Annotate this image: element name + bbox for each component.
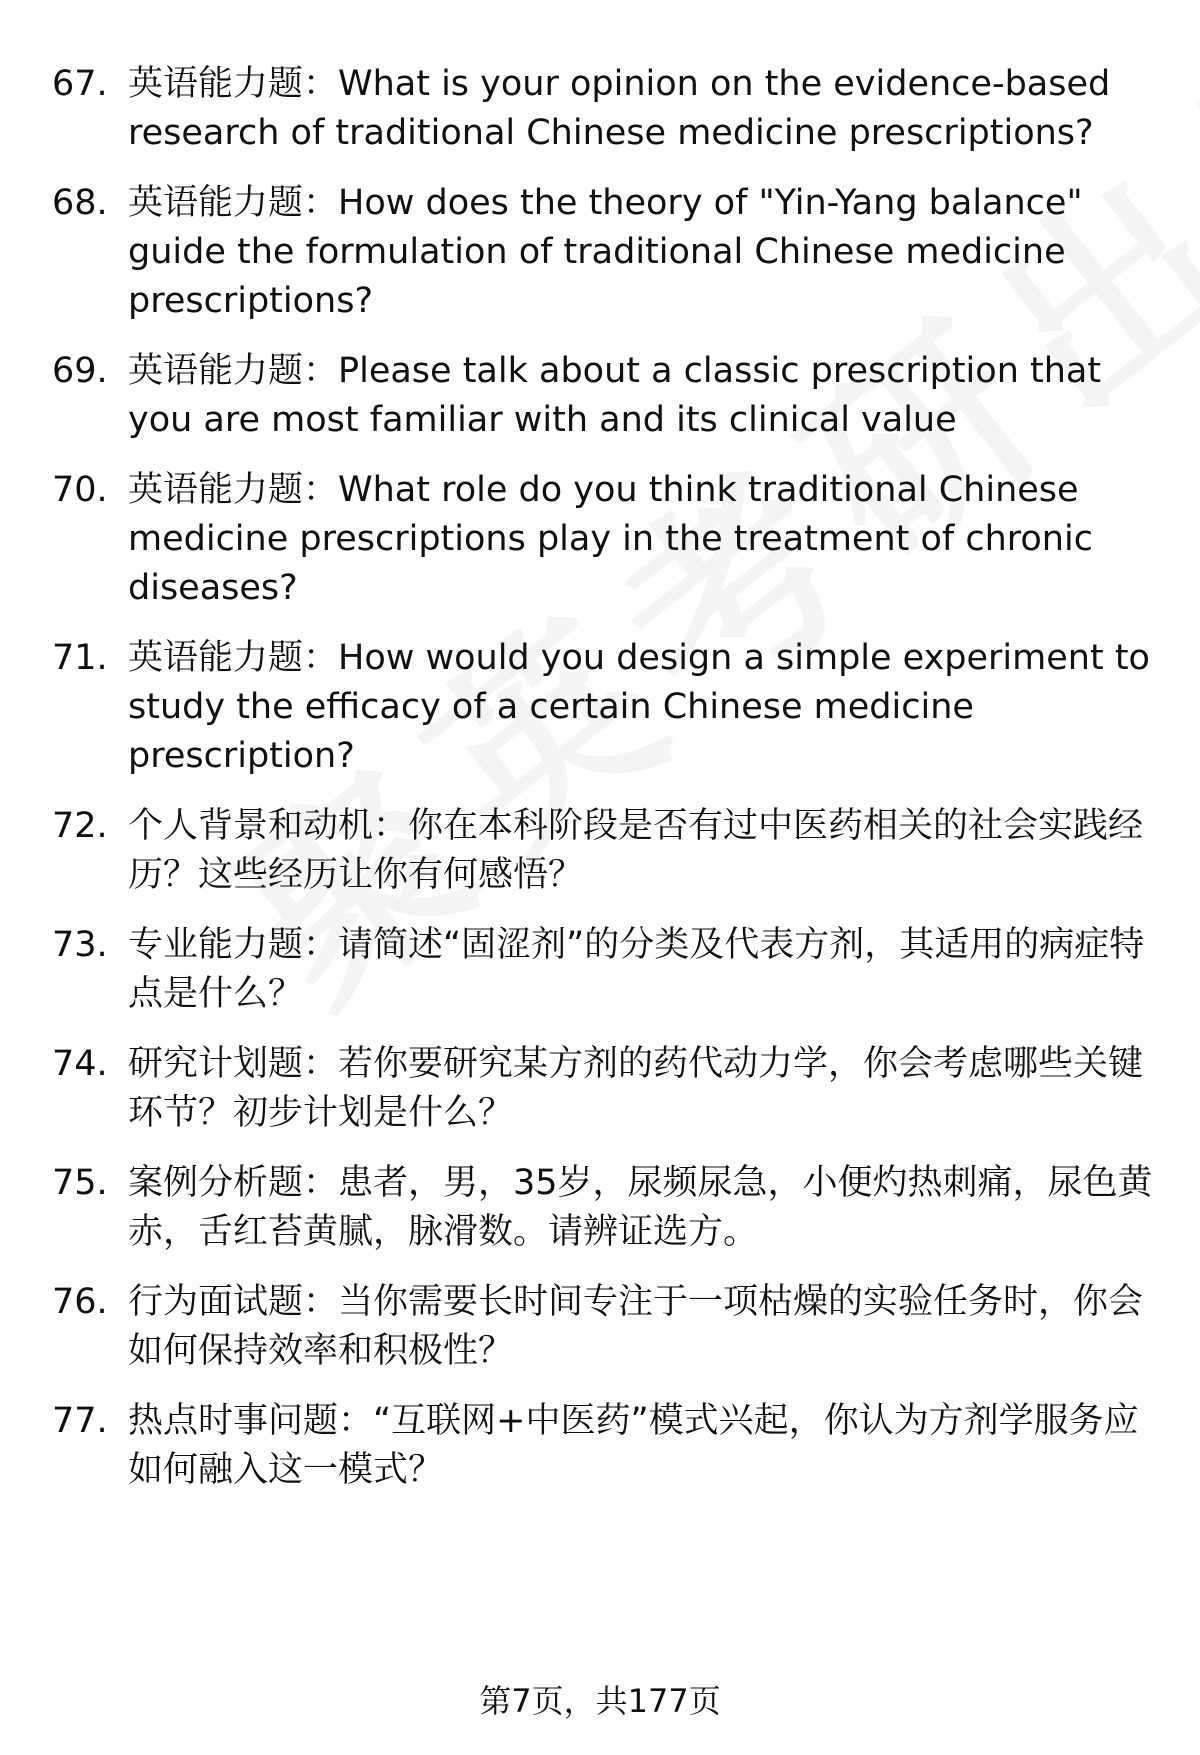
- question-number: 75.: [52, 1163, 108, 1203]
- question-number: 74.: [52, 1044, 108, 1084]
- page-number-footer: 第7页，共177页: [479, 1682, 721, 1720]
- question-number: 70.: [52, 470, 108, 510]
- question-text: 研究计划题：若你要研究某方剂的药代动力学，你会考虑哪些关键环节？初步计划是什么？: [128, 1044, 1144, 1133]
- question-item-77: [52, 1397, 1162, 1495]
- question-item-71: [52, 634, 1162, 781]
- question-number: 67.: [52, 64, 108, 104]
- question-number: 69.: [52, 351, 108, 391]
- question-item-74: [52, 1040, 1162, 1138]
- question-item-67: [52, 60, 1162, 158]
- question-item-70: [52, 466, 1162, 613]
- question-list: [52, 60, 1162, 1495]
- question-text: 热点时事问题：“互联网+中医药”模式兴起，你认为方剂学服务应如何融入这一模式？: [128, 1401, 1139, 1490]
- question-number: 76.: [52, 1282, 108, 1322]
- question-number: 73.: [52, 925, 108, 965]
- question-item-73: [52, 921, 1162, 1019]
- question-text: 英语能力题：Please talk about a classic prescription that you are most familiar with and its clinical value: [128, 351, 1102, 440]
- question-item-69: [52, 347, 1162, 445]
- question-item-72: [52, 802, 1162, 900]
- question-text: 英语能力题：How does the theory of "Yin-Yang balance" guide the formulation of traditional Chinese medicine prescriptions?: [128, 183, 1083, 321]
- question-text: 英语能力题：What is your opinion on the evidence-based research of traditional Chinese medicine prescriptions?: [128, 64, 1111, 153]
- question-text: 案例分析题：患者，男，35岁，尿频尿急，小便灼热刺痛，尿色黄赤，舌红苔黄腻，脉滑数。请辨证选方。: [128, 1163, 1153, 1252]
- question-text: 英语能力题：How would you design a simple experiment to study the efficacy of a certain Chinese medicine prescription?: [128, 638, 1150, 776]
- question-item-76: [52, 1278, 1162, 1376]
- question-number: 72.: [52, 806, 108, 846]
- question-number: 71.: [52, 638, 108, 678]
- question-number: 68.: [52, 183, 108, 223]
- question-text: 行为面试题：当你需要长时间专注于一项枯燥的实验任务时，你会如何保持效率和积极性？: [128, 1282, 1144, 1371]
- question-text: 个人背景和动机：你在本科阶段是否有过中医药相关的社会实践经历？这些经历让你有何感悟？: [128, 806, 1144, 895]
- question-number: 77.: [52, 1401, 108, 1441]
- question-text: 英语能力题：What role do you think traditional Chinese medicine prescriptions play in the treatment of chronic diseases?: [128, 470, 1093, 608]
- question-item-68: [52, 179, 1162, 326]
- question-item-75: [52, 1159, 1162, 1257]
- question-text: 专业能力题：请简述“固涩剂”的分类及代表方剂，其适用的病症特点是什么？: [128, 925, 1145, 1014]
